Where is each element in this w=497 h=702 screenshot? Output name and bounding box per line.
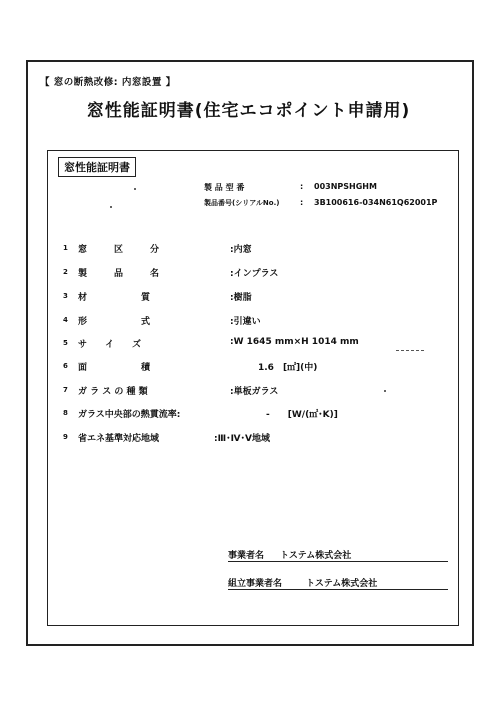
spec-row-window-category [60, 242, 440, 258]
spec-value: :引違い [230, 317, 261, 327]
spec-number: 6 [63, 362, 68, 370]
signature-assembly-operator [228, 576, 448, 590]
spec-row-product-name [60, 266, 440, 282]
scan-speck [384, 390, 386, 392]
spec-value: 1.6 [㎡](中) [258, 363, 318, 373]
spec-label: サ イ ズ [78, 340, 142, 350]
spec-row-area [60, 360, 440, 376]
spec-number: 4 [63, 316, 68, 324]
meta-value: 3B100616-034N61Q62001P [314, 198, 438, 207]
spec-value: :単板ガラス [230, 387, 279, 397]
meta-row-serial [204, 198, 464, 210]
header-note: 【 窓の断熱改修: 内窓設置 】 [40, 77, 176, 88]
signature-value: トステム株式会社 [280, 551, 352, 561]
scan-speck [110, 206, 112, 208]
spec-label: 窓 区 分 [78, 245, 160, 255]
meta-label: 製品番号(シリアルNo.) [204, 199, 280, 207]
spec-row-thermal-transmittance [60, 407, 440, 423]
signature-label: 組立事業者名 [228, 579, 283, 589]
meta-row-model [204, 182, 464, 194]
certificate-label: 窓性能証明書 [58, 157, 136, 177]
signature-business-operator [228, 548, 448, 562]
spec-number: 8 [63, 409, 68, 417]
spec-number: 5 [63, 339, 68, 347]
spec-number: 3 [63, 292, 68, 300]
meta-colon: : [300, 182, 304, 191]
spec-number: 1 [63, 244, 68, 252]
scan-mark [396, 350, 424, 352]
signature-label: 事業者名 [228, 551, 265, 561]
spec-number: 7 [63, 386, 68, 394]
spec-value: - [W/(㎡･K)] [266, 410, 338, 420]
meta-label: 製 品 型 番 [204, 183, 245, 192]
meta-colon: : [300, 198, 304, 207]
document-title: 窓性能証明書(住宅エコポイント申請用) [86, 101, 411, 121]
spec-value: :Ⅲ･Ⅳ･Ⅴ地域 [214, 434, 270, 444]
spec-row-material [60, 290, 440, 306]
spec-value: :内窓 [230, 245, 252, 255]
spec-value: :インプラス [230, 269, 279, 279]
spec-label: 製 品 名 [78, 269, 160, 279]
spec-row-glass-type [60, 384, 440, 400]
spec-label: 材 質 [78, 293, 151, 303]
spec-value: :樹脂 [230, 293, 252, 303]
spec-number: 2 [63, 268, 68, 276]
spec-label: 面 積 [78, 363, 151, 373]
spec-row-type [60, 314, 440, 330]
meta-value: 003NPSHGHM [314, 182, 377, 191]
spec-label: 形 式 [78, 317, 151, 327]
spec-label: ガラス中央部の熱貫流率: [78, 410, 181, 420]
spec-row-size [60, 337, 440, 353]
spec-label: ガ ラ ス の 種 類 [78, 387, 148, 397]
spec-row-energy-region [60, 431, 440, 447]
scan-speck [134, 188, 136, 190]
spec-label: 省エネ基準対応地域 [78, 434, 160, 444]
signature-value: トステム株式会社 [306, 579, 378, 589]
spec-number: 9 [63, 433, 68, 441]
spec-value: :W 1645 mm×H 1014 mm [230, 337, 359, 347]
